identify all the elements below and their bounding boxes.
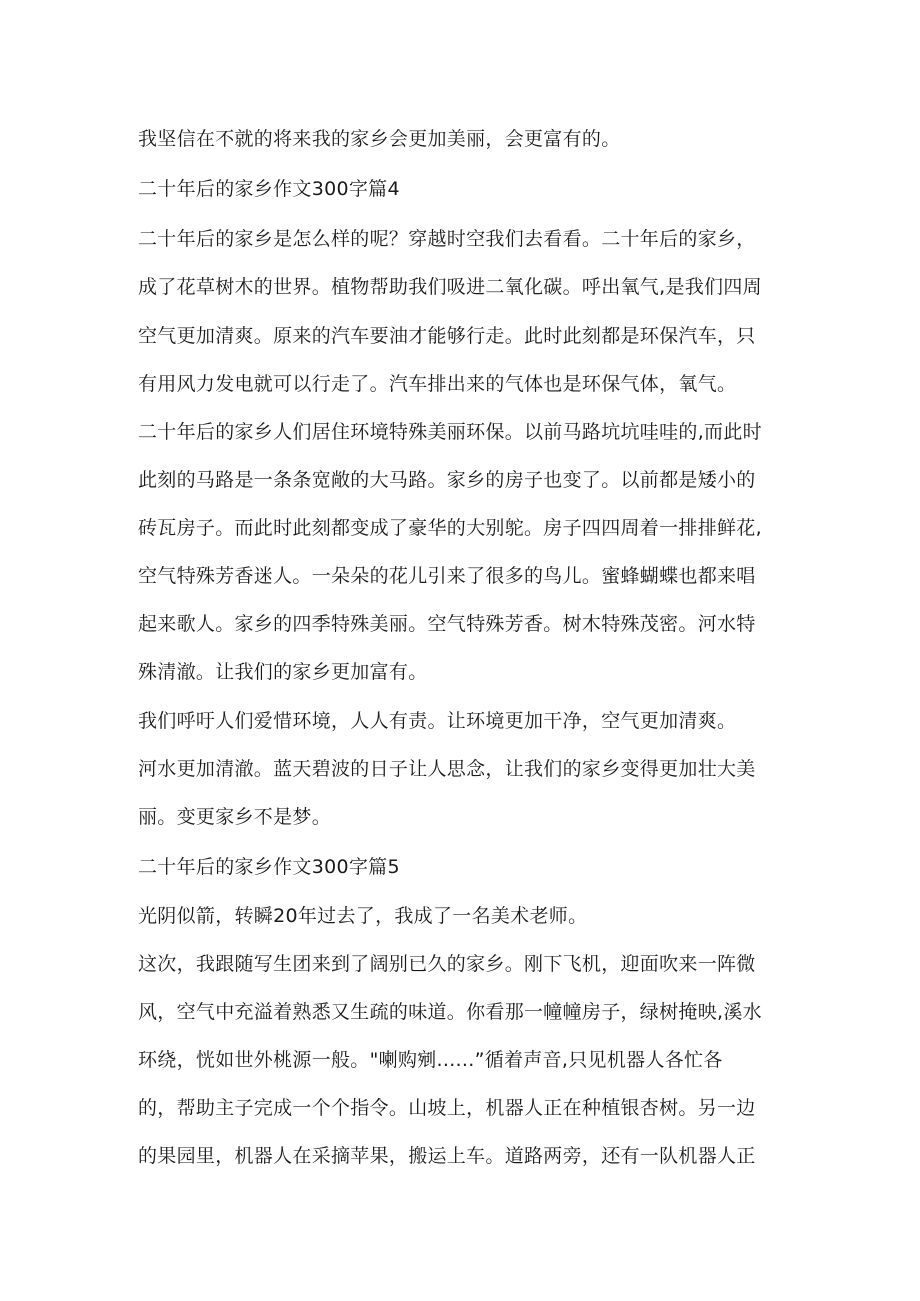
section-heading-4: 二十年后的家乡作文300字篇4 <box>138 178 400 200</box>
text-line-1: 我坚信在不就的将来我的家乡会更加美丽，会更富有的。 <box>138 128 621 150</box>
text-line-11: 起来歌人。家乡的四季特殊美丽。空气特殊芳香。树木特殊茂密。河水特 <box>138 613 756 635</box>
text-line-15: 丽。变更家乡不是梦。 <box>138 806 332 828</box>
text-line-13: 我们呼吁人们爱惜环境，人人有责。让环境更加干净，空气更加清爽。 <box>138 710 737 732</box>
text-line-9: 砖瓦房子。而此时此刻都变成了豪华的大别鸵。房子四四周着一排排鲜花, <box>138 517 762 539</box>
text-line-12: 殊清澈。让我们的家乡更加富有。 <box>138 661 428 683</box>
text-line-7: 二十年后的家乡人们居住环境特殊美丽环保。以前马路坑坑哇哇的,而此时 <box>138 421 762 443</box>
text-line-4: 成了花草树木的世界。植物帮助我们吸进二氧化碳。呼出氧气,是我们四周 <box>138 276 762 298</box>
text-line-22: 的果园里，机器人在采摘苹果，搬运上车。道路两旁，还有一队机器人正 <box>138 1145 756 1167</box>
text-line-8: 此刻的马路是一条条宽敞的大马路。家乡的房子也变了。以前都是矮小的 <box>138 469 756 491</box>
text-line-18: 这次，我跟随写生团来到了阔别已久的家乡。刚下飞机，迎面吹来一阵微 <box>138 953 756 975</box>
text-line-20: 环绕，恍如世外桃源一般。"喇购剜......”循着声音,只见机器人各忙各 <box>138 1049 723 1071</box>
text-line-10: 空气特殊芳香迷人。一朵朵的花儿引来了很多的鸟儿。蜜蜂蝴蝶也都来唱 <box>138 565 756 587</box>
text-line-14: 河水更加清澈。蓝天碧波的日子让人思念，让我们的家乡变得更加壮大美 <box>138 758 756 780</box>
text-line-17: 光阴似箭，转瞬20年过去了，我成了一名美术老师。 <box>138 905 588 927</box>
text-line-19: 风，空气中充溢着熟悉又生疏的味道。你看那一幢幢房子，绿树掩映,溪水 <box>138 1001 762 1023</box>
text-line-5: 空气更加清爽。原来的汽车要油才能够行走。此时此刻都是环保汽车，只 <box>138 325 756 347</box>
text-line-3: 二十年后的家乡是怎么样的呢？穿越时空我们去看看。二十年后的家乡， <box>138 228 756 250</box>
text-line-6: 有用风力发电就可以行走了。汽车排出来的气体也是环保气体，氧气。 <box>138 373 737 395</box>
section-heading-5: 二十年后的家乡作文300字篇5 <box>138 856 400 878</box>
text-line-21: 的，帮助主子完成一个个指令。山坡上，机器人正在种植银杏树。另一边 <box>138 1097 756 1119</box>
